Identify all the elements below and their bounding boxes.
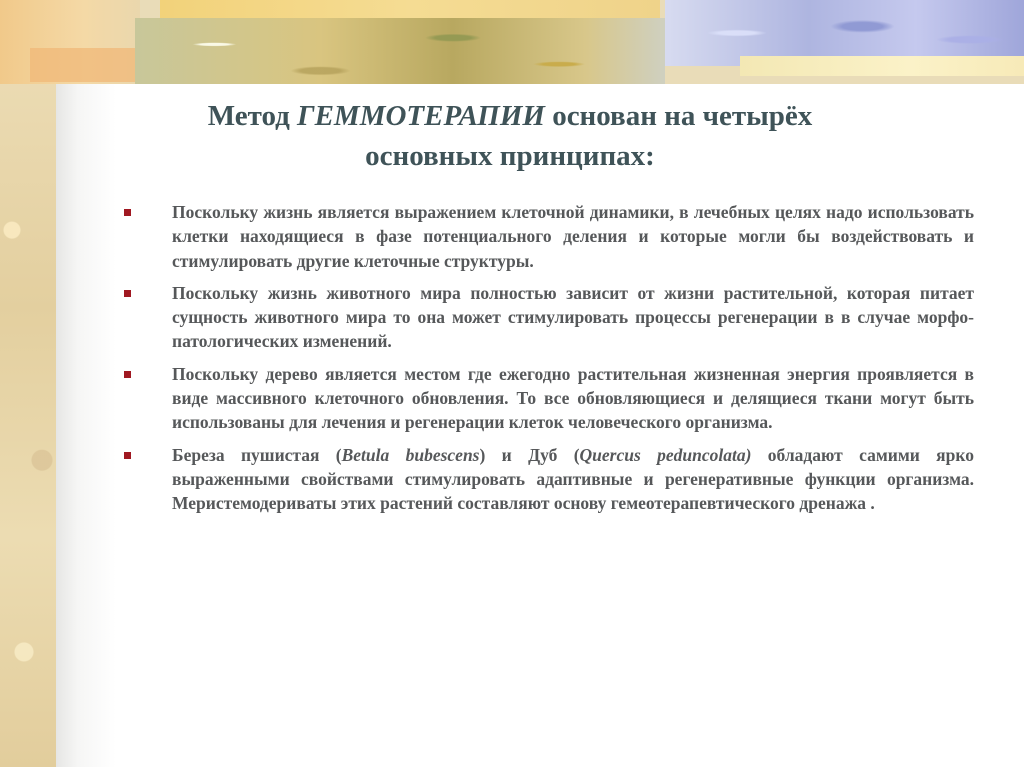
banner-leaf-image [135,18,665,84]
bullet-text-seg3: обладают самими ярко выраженными свойствами стимулировать адаптивные и регенеративные функции организма. Меристемодериваты этих растений составляют основу гемеотерапевтического дренажа . [172,444,974,514]
title-part1: Метод [207,100,298,132]
list-item [122,281,974,354]
title-line2: основных принципах: [365,140,655,172]
square-bullet-icon [124,371,131,378]
bullet-text: Поскольку дерево является местом где ежегодно растительная жизненная энергия проявляется в виде массивного клеточного обновления. То все обновляющиеся и делящиеся ткани могут быть использованы для лечения и регенерации клеток человеческого организма. [172,363,974,433]
square-bullet-icon [124,290,131,297]
decorative-banner [0,0,1024,84]
list-item [122,200,974,273]
bullet-text-seg2: ) и Дуб ( [479,444,580,465]
bullet-text-seg1: Береза пушистая ( [172,444,342,465]
banner-warm-stripe [30,48,150,82]
list-item [122,443,974,516]
bullet-text: Поскольку жизнь является выражением клеточной динамики, в лечебных целях надо использовать клетки находящиеся в фазе потенциального деления и которые могли бы воздействовать и стимулировать другие клеточные структуры. [172,202,974,271]
list-item [122,362,974,435]
square-bullet-icon [124,209,131,216]
parchment-background [0,0,60,767]
slide-title [120,96,900,176]
square-bullet-icon [124,452,131,459]
latin-name-birch: Betula bubescens [341,444,480,465]
banner-yellow-edge [740,56,1024,76]
banner-gold-strip [160,0,660,20]
bullet-text: Поскольку жизнь животного мира полностью зависит от жизни растительной, которая питает сущность животного мира то она может стимулировать процессы регенерации в в случае морфо-патологических изменений. [172,282,974,352]
latin-name-oak: Quercus peduncolata) [579,444,752,465]
title-part2: основан на четырёх [544,100,813,132]
principles-list [122,200,974,524]
title-emphasis: ГЕММОТЕРАПИИ [297,100,545,132]
